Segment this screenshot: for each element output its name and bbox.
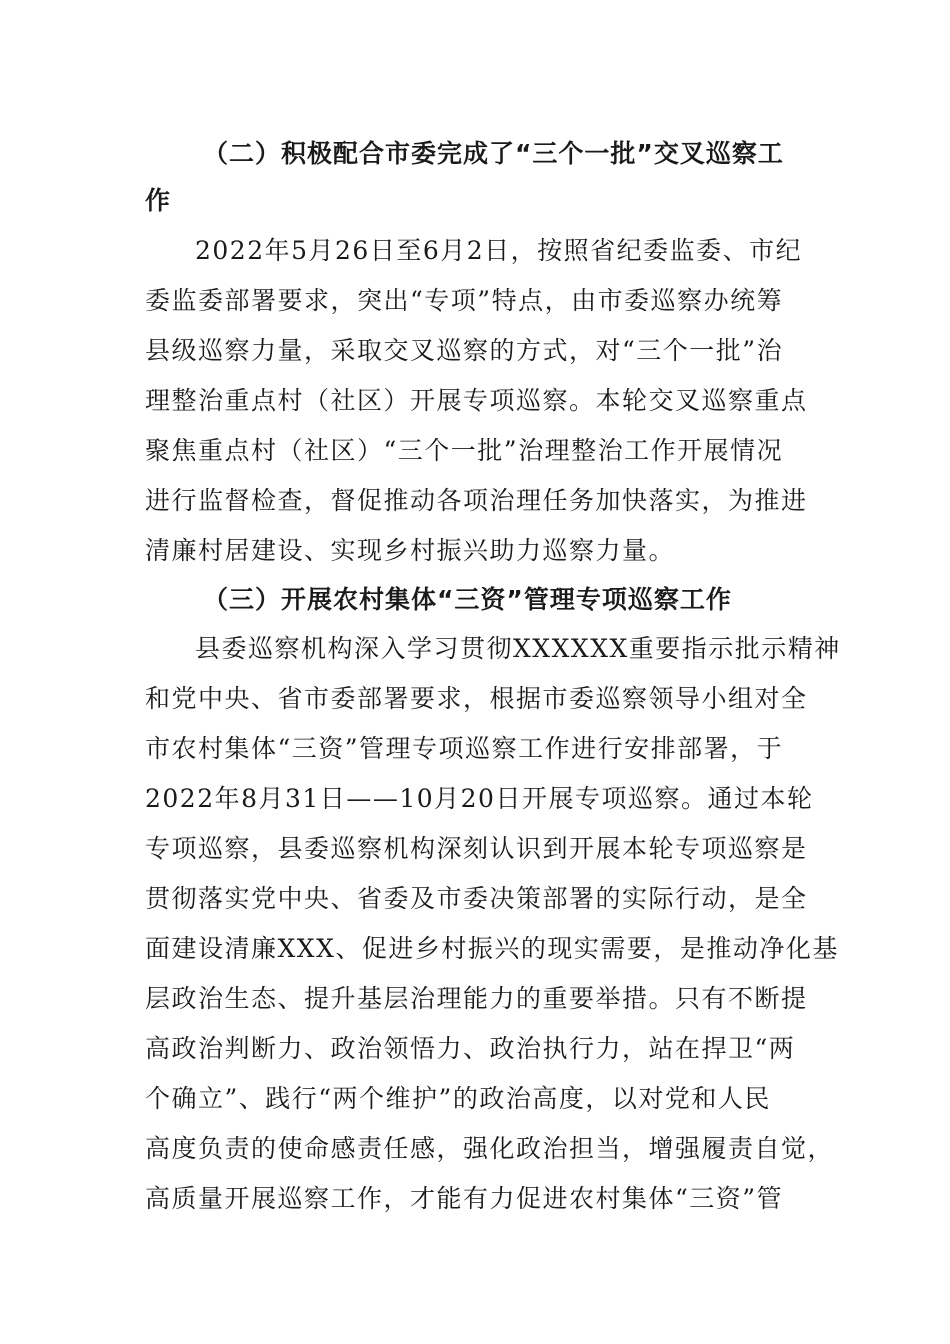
- section-2-paragraph-line-1: 2022年5月26日至6月2日，按照省纪委监委、市纪: [195, 236, 803, 265]
- section-3-paragraph-line-8: 层政治生态、提升基层治理能力的重要举措。只有不断提: [145, 984, 808, 1013]
- section-3-paragraph-line-11: 高度负责的使命感责任感，强化政治担当，增强履责自觉，: [145, 1134, 835, 1163]
- section-2-paragraph-line-4: 理整治重点村（社区）开展专项巡察。本轮交叉巡察重点: [145, 386, 808, 415]
- section-3-paragraph-line-1: 县委巡察机构深入学习贯彻XXXXXX重要指示批示精神: [195, 634, 841, 663]
- section-3-paragraph-line-5: 专项巡察，县委巡察机构深刻认识到开展本轮专项巡察是: [145, 834, 808, 863]
- section-2-heading-line-2: 作: [145, 186, 172, 215]
- section-2-paragraph-line-3: 县级巡察力量，采取交叉巡察的方式，对“三个一批”治: [145, 336, 784, 365]
- section-2-paragraph-line-5: 聚焦重点村（社区）“三个一批”治理整治工作开展情况: [145, 436, 784, 465]
- section-3-paragraph-line-7: 面建设清廉XXX、促进乡村振兴的现实需要，是推动净化基: [145, 934, 839, 963]
- section-2-paragraph-line-6: 进行监督检查，督促推动各项治理任务加快落实，为推进: [145, 486, 808, 515]
- section-2-paragraph-line-2: 委监委部署要求，突出“专项”特点，由市委巡察办统筹: [145, 286, 784, 315]
- section-3-paragraph-line-10: 个确立”、践行“两个维护”的政治高度，以对党和人民: [145, 1084, 771, 1113]
- section-3-heading: （三）开展农村集体“三资”管理专项巡察工作: [203, 585, 732, 614]
- section-2-paragraph-line-7: 清廉村居建设、实现乡村振兴助力巡察力量。: [145, 536, 676, 565]
- section-3-paragraph-line-3: 市农村集体“三资”管理专项巡察工作进行安排部署，于: [145, 734, 784, 763]
- section-3-paragraph-line-12: 高质量开展巡察工作，才能有力促进农村集体“三资”管: [145, 1184, 784, 1213]
- section-2-heading-line-1: （二）积极配合市委完成了“三个一批”交叉巡察工: [203, 139, 784, 168]
- section-3-paragraph-line-4: 2022年8月31日——10月20日开展专项巡察。通过本轮: [145, 784, 814, 813]
- section-3-paragraph-line-9: 高政治判断力、政治领悟力、政治执行力，站在捍卫“两: [145, 1034, 796, 1063]
- section-3-paragraph-line-6: 贯彻落实党中央、省委及市委决策部署的实际行动，是全: [145, 884, 808, 913]
- section-3-paragraph-line-2: 和党中央、省市委部署要求，根据市委巡察领导小组对全: [145, 684, 808, 713]
